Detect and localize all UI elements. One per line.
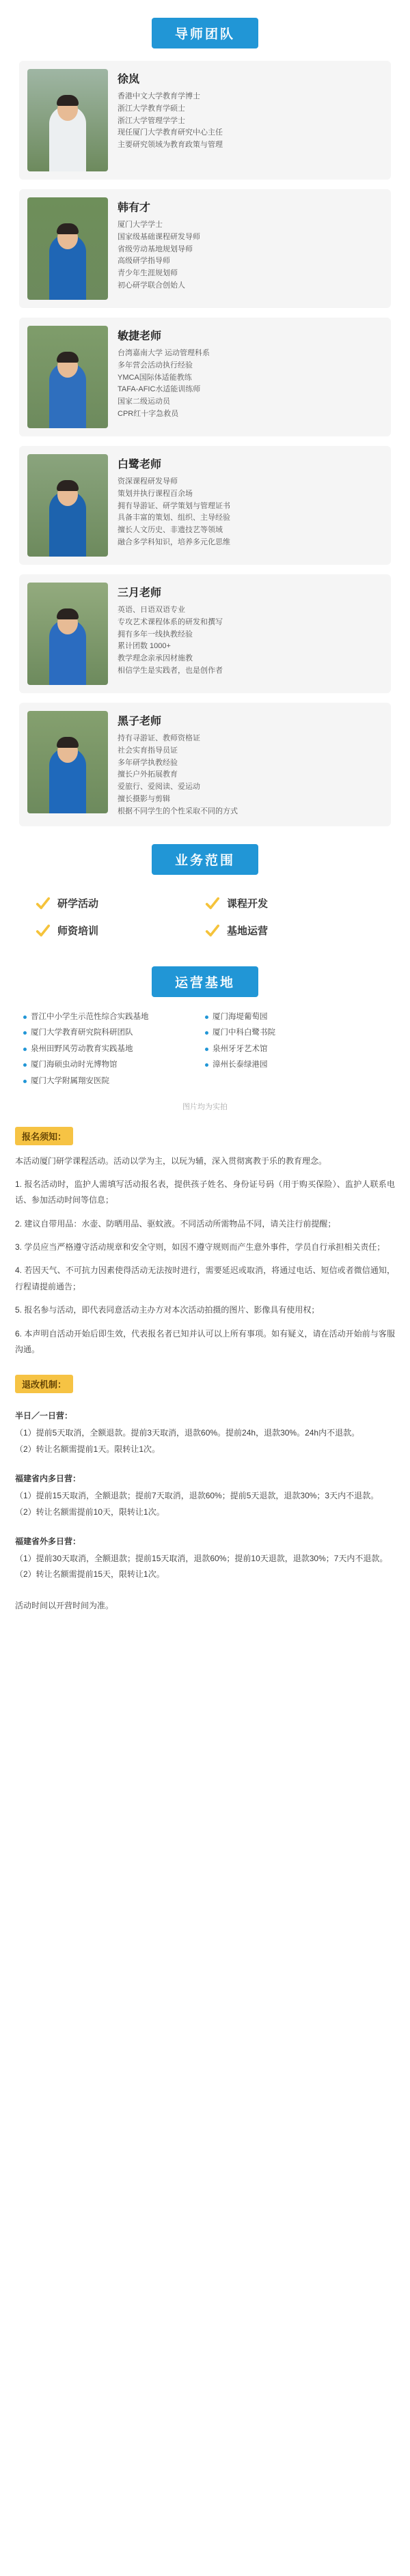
- base-item-label: 泉州牙牙艺术馆: [213, 1044, 268, 1053]
- teacher-name: 韩有才: [118, 202, 151, 214]
- notice-footer: 活动时间以开营时间为准。: [15, 1600, 114, 1610]
- scope-section: [0, 887, 410, 949]
- scope-item-label: 基地运营: [227, 925, 269, 938]
- bullet-icon: [23, 1048, 27, 1051]
- notice-item-list: [15, 1177, 395, 1358]
- teacher-credential: 资深课程研发导师: [118, 477, 178, 486]
- teacher-photo: [27, 454, 108, 557]
- teacher-credential: 台湾嘉南大学 运动管理科系: [118, 349, 210, 357]
- scope-item: [36, 917, 205, 944]
- teacher-photo: [27, 711, 108, 813]
- bases-heading: [0, 966, 410, 997]
- scope-heading-label: 业务范围: [152, 844, 258, 875]
- notice-item: 5. 报名参与活动，即代表同意活动主办方对本次活动拍摄的图片、影像具有使用权；: [15, 1305, 320, 1315]
- spacer: [15, 1520, 395, 1527]
- notice-section: [0, 1115, 410, 1611]
- notice-item: 1. 报名活动时，监护人需填写活动报名表，提供孩子姓名、身份证号码（用于购买保险）、监护人联系电话、参加活动时间等信息；: [15, 1179, 395, 1205]
- teacher-info: [108, 69, 383, 152]
- teacher-photo: [27, 197, 108, 300]
- teacher-credential: 初心研学联合创始人: [118, 281, 185, 290]
- teacher-credential: 高级研学指导师: [118, 257, 170, 266]
- bases-list: [0, 1009, 410, 1090]
- base-item-label: 漳州长泰绿港园: [213, 1061, 268, 1069]
- teacher-credential: 持有寻游证、教师资格证: [118, 734, 200, 742]
- base-item-label: 厦门中科白鹭书院: [213, 1028, 275, 1037]
- teacher-list: [0, 61, 410, 826]
- bullet-icon: [205, 1031, 208, 1035]
- teacher-name: 徐岚: [118, 74, 140, 85]
- teacher-credential: 主要研究领域为教育政策与管理: [118, 141, 223, 150]
- teacher-credential: 爱旅行、爱阅读、爱运动: [118, 783, 200, 792]
- teacher-card: [19, 574, 391, 693]
- check-icon: [205, 896, 220, 911]
- teacher-info: [108, 326, 383, 421]
- spacer: [15, 1583, 395, 1590]
- teacher-credential: 拥有多年一线执教经验: [118, 630, 193, 639]
- bullet-icon: [205, 1016, 208, 1019]
- bullet-icon: [23, 1016, 27, 1019]
- teacher-credential: 教学理念亲承因材施教: [118, 654, 193, 663]
- teacher-card: [19, 703, 391, 826]
- teacher-credential: 累计团数 1000+: [118, 642, 171, 651]
- teacher-credential: 青少年生涯规划师: [118, 269, 178, 278]
- teacher-info: [108, 454, 383, 549]
- teacher-credential: 专攻艺术课程体系的研发和撰写: [118, 617, 223, 626]
- photo-hair: [57, 352, 79, 363]
- teacher-credential: 社会实育指导员证: [118, 746, 178, 755]
- refund-group-label: 福建省外多日营：: [15, 1536, 81, 1546]
- bullet-icon: [23, 1063, 27, 1067]
- teacher-info: [108, 711, 383, 818]
- refund-rule: （2）转让名额需提前15天，限转让1次。: [15, 1569, 165, 1580]
- teachers-heading-label: 导师团队: [152, 18, 258, 48]
- teacher-credential: 多年营会活动执行经验: [118, 361, 193, 369]
- teacher-name: 敏捷老师: [118, 331, 162, 342]
- notice-item: 3. 学员应当严格遵守活动规章和安全守则，如因不遵守规则而产生意外事件，学员自行承担相关责任；: [15, 1242, 385, 1252]
- refund-rule: （1）提前5天取消，全额退款。提前3天取消，退款60%。提前24h，退款30%。24h内不退款。: [15, 1428, 360, 1438]
- teachers-heading: [0, 18, 410, 48]
- teacher-credential: 浙江大学教育学硕士: [118, 104, 185, 113]
- bullet-icon: [23, 1080, 27, 1083]
- teacher-card: [19, 446, 391, 565]
- teacher-card: [19, 318, 391, 436]
- teacher-credential: 根据不同学生的个性采取不同的方式: [118, 807, 238, 815]
- base-item: [23, 1057, 205, 1074]
- notice-intro: 本活动厦门研学课程活动。活动以学为主，以玩为辅，深入贯彻寓教于乐的教育理念。: [15, 1156, 327, 1166]
- teacher-credential: 英语、日语双语专业: [118, 606, 185, 614]
- teacher-credential: 策划并执行课程百余场: [118, 489, 193, 498]
- teacher-name: 黑子老师: [118, 716, 162, 727]
- bullet-icon: [23, 1031, 27, 1035]
- teacher-credential: 多年研学执教经验: [118, 758, 178, 767]
- notice-item: 2. 建议自带用品：水壶、防晒用品、驱蚊液。不同活动所需物品不同，请关注行前提醒；: [15, 1218, 336, 1229]
- teacher-credential: 省级劳动基地规划导师: [118, 244, 193, 253]
- check-icon: [36, 923, 51, 938]
- scope-item-label: 师资培训: [57, 925, 99, 938]
- teacher-credential: 国家二级运动员: [118, 397, 170, 406]
- scope-heading: [0, 844, 410, 875]
- check-icon: [36, 896, 51, 911]
- refund-rule: （2）转让名额需提前10天，限转让1次。: [15, 1507, 165, 1517]
- teacher-credential: CPR红十字急救员: [118, 410, 179, 419]
- base-item: [23, 1009, 205, 1026]
- base-item: [23, 1074, 205, 1090]
- notice-item: 4. 若因天气、不可抗力因素使得活动无法按时进行，需要延迟或取消，将通过电话、短信或者微信通知，行程请提前通告；: [15, 1265, 395, 1291]
- teacher-card: [19, 61, 391, 180]
- teacher-credential: 厦门大学学士: [118, 221, 163, 229]
- scope-item-label: 研学活动: [57, 898, 99, 910]
- teacher-credential: 香港中文大学教育学博士: [118, 92, 200, 100]
- teacher-credential: 现任厦门大学教育研究中心主任: [118, 128, 223, 137]
- teacher-photo: [27, 583, 108, 685]
- base-item-label: 晋江中小学生示范性综合实践基地: [31, 1012, 149, 1021]
- teacher-credential: 拥有导游证、研学策划与管理证书: [118, 501, 230, 510]
- teacher-name: 三月老师: [118, 587, 162, 599]
- spacer: [15, 1457, 395, 1464]
- photo-hair: [57, 608, 79, 619]
- photo-hair: [57, 223, 79, 234]
- teacher-credential: 擅长摄影与剪辑: [118, 795, 170, 804]
- base-item-label: 厦门海硕虫动时光博物馆: [31, 1061, 118, 1069]
- base-item: [23, 1025, 205, 1041]
- base-item: [205, 1009, 387, 1026]
- scope-item-label: 课程开发: [227, 898, 269, 910]
- base-item: [23, 1041, 205, 1058]
- teacher-photo: [27, 69, 108, 171]
- bullet-icon: [205, 1063, 208, 1067]
- refund-group-list: [15, 1410, 395, 1589]
- base-item: [205, 1025, 387, 1041]
- teacher-credential: 国家级基础课程研发导师: [118, 232, 200, 241]
- refund-group-label: 半日／一日营：: [15, 1411, 73, 1421]
- base-item: [205, 1057, 387, 1074]
- base-item: [205, 1041, 387, 1058]
- scope-item: [205, 890, 374, 917]
- scope-item: [36, 890, 205, 917]
- photo-note: 图片均为实拍: [182, 1102, 228, 1111]
- teacher-card: [19, 189, 391, 308]
- teacher-credential: TAFA-AFIC水适能训练师: [118, 385, 201, 394]
- base-item-label: 泉州田野风劳动教育实践基地: [31, 1044, 133, 1053]
- teacher-credential: 擅长户外拓展教育: [118, 770, 178, 779]
- notice-title: 报名须知：: [15, 1127, 73, 1145]
- scope-item: [205, 917, 374, 944]
- refund-rule: （2）转让名额需提前1天。限转让1次。: [15, 1444, 161, 1454]
- check-icon: [205, 923, 220, 938]
- teacher-credential: 浙江大学管理学学士: [118, 116, 185, 125]
- photo-hair: [57, 737, 79, 748]
- bases-heading-label: 运营基地: [152, 966, 258, 997]
- photo-hair: [57, 95, 79, 106]
- teacher-credential: 具备丰富的策划、组织、主导经验: [118, 514, 230, 522]
- refund-rule: （1）提前30天取消，全额退款；提前15天取消，退款60%；提前10天退款，退款30%；7天内不退款。: [15, 1553, 388, 1563]
- notice-item: 6. 本声明自活动开始后即生效，代表报名者已知并认可以上所有事项。如有疑义，请在活动开始前与客服沟通。: [15, 1328, 395, 1355]
- teacher-credential: 相信学生是实践者，也是创作者: [118, 667, 223, 675]
- teacher-name: 白鹭老师: [118, 459, 162, 471]
- base-item-label: 厦门大学教育研究院科研团队: [31, 1028, 133, 1037]
- page-root: [0, 18, 410, 1638]
- refund-rule: （1）提前15天取消，全额退款；提前7天取消，退款60%；提前5天退款，退款30%；3天内不退款。: [15, 1491, 379, 1501]
- refund-title: 退改机制：: [15, 1375, 73, 1393]
- teacher-info: [108, 197, 383, 292]
- teacher-credential: 擅长人文历史、非遗技艺等领域: [118, 526, 223, 535]
- refund-group-label: 福建省内多日营：: [15, 1474, 81, 1484]
- teacher-credential: YMCA国际体适能教练: [118, 373, 192, 382]
- photo-hair: [57, 480, 79, 491]
- base-item-label: 厦门海堤葡萄园: [213, 1012, 268, 1021]
- teacher-photo: [27, 326, 108, 428]
- teacher-info: [108, 583, 383, 677]
- base-item-label: 厦门大学附属翔安医院: [31, 1076, 109, 1085]
- bullet-icon: [205, 1048, 208, 1051]
- teacher-credential: 融合多学科知识，培养多元化思维: [118, 538, 230, 547]
- scope-grid: [36, 890, 374, 944]
